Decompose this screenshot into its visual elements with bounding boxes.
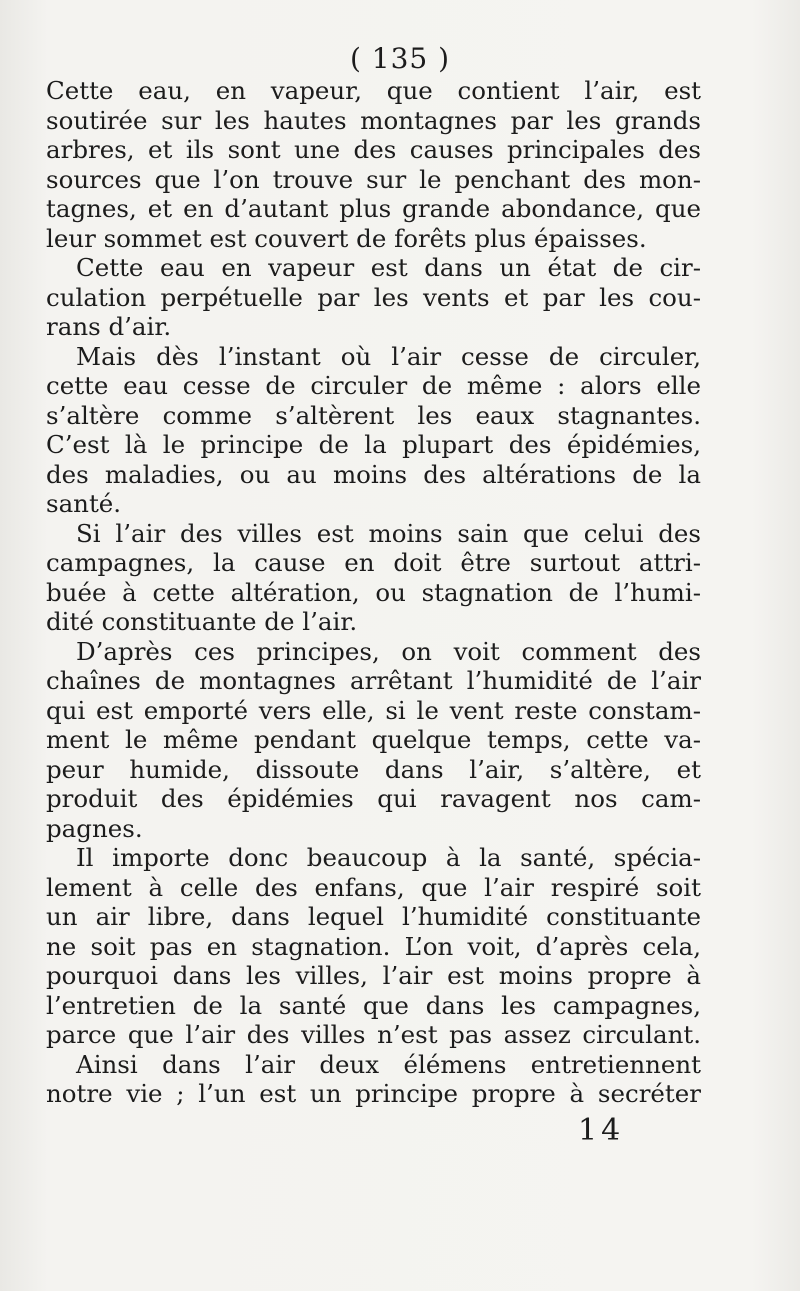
text-line: pourquoi dans les villes, l’air est moins propre à: [46, 961, 701, 990]
text-line: Si l’air des villes est moins sain que celui des: [76, 518, 701, 548]
text-line: campagnes, la cause en doit être surtout attri-: [46, 548, 701, 577]
text-line: lement à celle des enfans, que l’air respiré soit: [46, 872, 701, 902]
text-line: s’altère comme s’altèrent les eaux stagnantes.: [46, 400, 701, 430]
text-line: rans d’air.: [46, 312, 172, 341]
text-line: tagnes, et en d’autant plus grande abondance, que: [46, 194, 701, 223]
text-line: sources que l’on trouve sur le penchant des mon-: [46, 164, 701, 194]
text-line: notre vie ; l’un est un principe propre à secréter: [46, 1079, 701, 1108]
text-line: soutirée sur les hautes montagnes par les grands: [46, 105, 701, 135]
text-line: des maladies, ou au moins des altérations de la: [46, 459, 701, 489]
text-line: produit des épidémies qui ravagent nos cam-: [46, 784, 701, 813]
text-line: un air libre, dans lequel l’humidité constituante: [46, 902, 701, 931]
text-line: l’entretien de la santé que dans les campagnes,: [46, 990, 701, 1020]
text-line: Ainsi dans l’air deux élémens entretiennent: [76, 1049, 701, 1079]
text-line: Mais dès l’instant où l’air cesse de circuler,: [76, 341, 701, 371]
text-line: culation perpétuelle par les vents et par les cou-: [46, 282, 701, 312]
text-line: ment le même pendant quelque temps, cette va-: [46, 725, 701, 754]
text-line: chaînes de montagnes arrêtant l’humidité de l’air: [46, 666, 701, 695]
text-line: Cette eau en vapeur est dans un état de cir-: [76, 253, 701, 282]
text-line: pagnes.: [46, 813, 143, 843]
text-line: Cette eau, en vapeur, que contient l’air, est: [46, 76, 701, 105]
text-line: ne soit pas en stagnation. L’on voit, d’après cela,: [46, 931, 701, 961]
text-line: buée à cette altération, ou stagnation de l’humi-: [46, 577, 701, 607]
text-line: dité constituante de l’air.: [46, 607, 358, 636]
page-number: ( 135 ): [349, 42, 451, 75]
text-line: leur sommet est couvert de forêts plus épaisses.: [46, 223, 647, 253]
text-line: qui est emporté vers elle, si le vent reste constam-: [46, 695, 701, 725]
text-line: parce que l’air des villes n’est pas assez circulant.: [46, 1020, 701, 1049]
body-text: [46, 76, 701, 1109]
text-line: C’est là le principe de la plupart des épidémies,: [46, 430, 701, 459]
signature-mark: 14: [578, 1113, 625, 1148]
text-line: santé.: [46, 489, 122, 518]
text-line: arbres, et ils sont une des causes principales des: [46, 135, 701, 164]
text-line: cette eau cesse de circuler de même : alors elle: [46, 371, 701, 400]
text-line: peur humide, dissoute dans l’air, s’altère, et: [46, 754, 701, 784]
text-line: Il importe donc beaucoup à la santé, spécia-: [76, 843, 701, 872]
text-line: D’après ces principes, on voit comment des: [76, 636, 701, 666]
